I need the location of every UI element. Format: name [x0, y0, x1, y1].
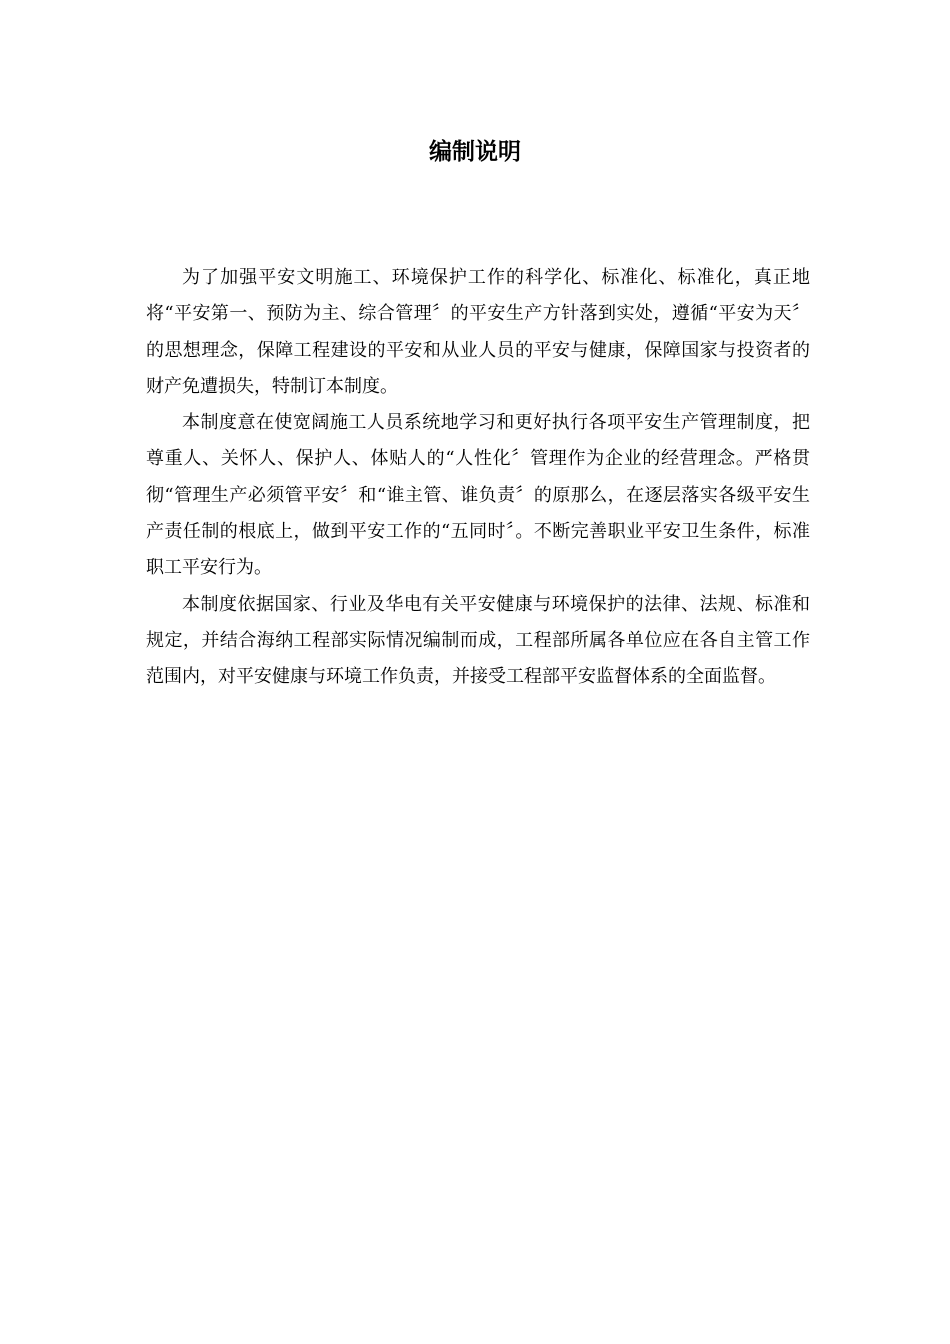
document-body — [146, 260, 810, 696]
document-title: 编制说明 — [429, 139, 521, 165]
paragraph-3: 本制度依据国家、行业及华电有关平安健康与环境保护的法律、法规、标准和规定，并结合海纳工程部实际情况编制而成，工程部所属各单位应在各自主管工作范围内，对平安健康与环境工作负责，并接受工程部平安监督体系的全面监督。 — [146, 593, 810, 688]
paragraph-1: 为了加强平安文明施工、环境保护工作的科学化、标准化、标准化，真正地将“平安第一、预防为主、综合管理〞的平安生产方针落到实处，遵循“平安为天〞的思想理念，保障工程建设的平安和从业人员的平安与健康，保障国家与投资者的财产免遭损失，特制订本制度。 — [146, 267, 810, 397]
paragraph-2: 本制度意在使宽阔施工人员系统地学习和更好执行各项平安生产管理制度，把尊重人、关怀人、保护人、体贴人的“人性化〞管理作为企业的经营理念。严格贯彻“管理生产必须管平安〞和“谁主管、谁负责〞的原那么，在逐层落实各级平安生产责任制的根底上，做到平安工作的“五同时〞。不断完善职业平安卫生条件，标准职工平安行为。 — [146, 412, 810, 579]
